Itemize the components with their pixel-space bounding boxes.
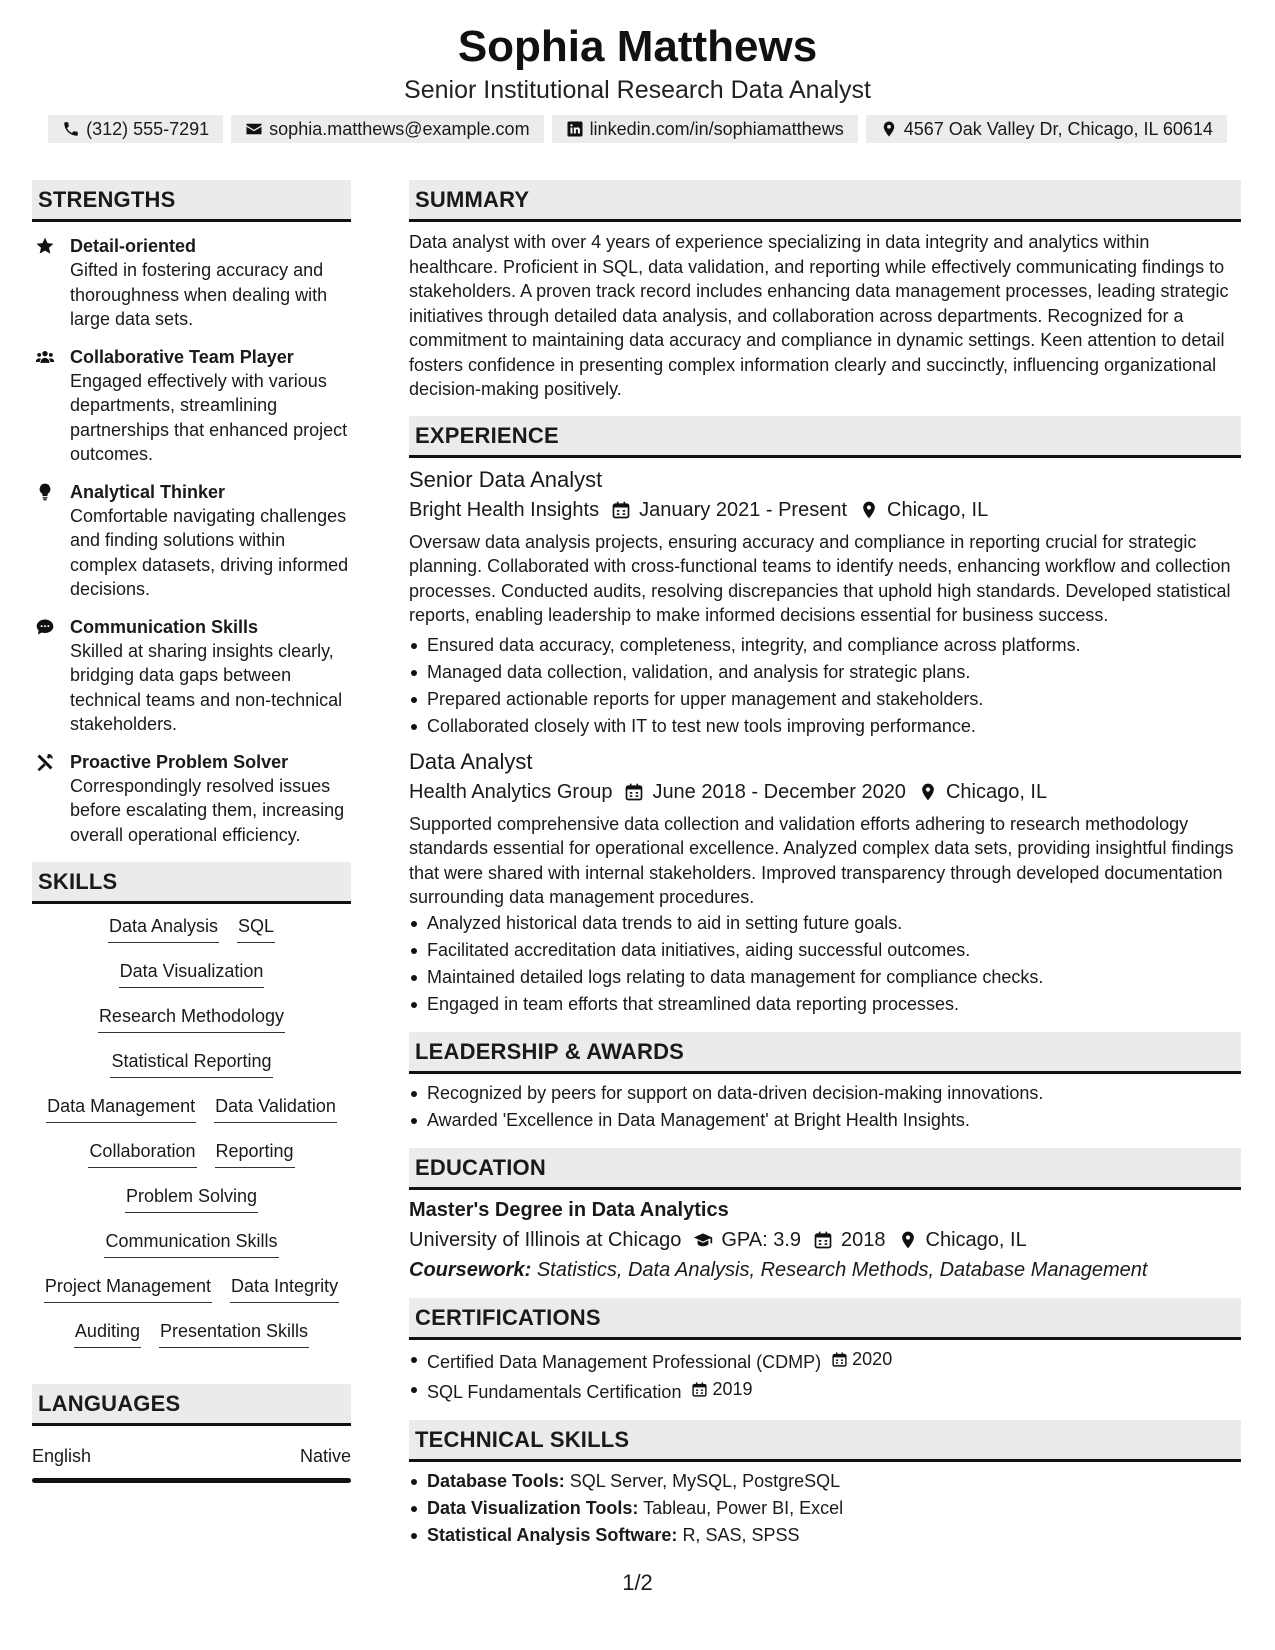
summary-heading: SUMMARY: [409, 180, 1241, 222]
page-number: 1/2: [622, 1570, 653, 1595]
strength-desc: Gifted in fostering accuracy and thoroughness when dealing with large data sets.: [70, 260, 328, 329]
job-entry: [409, 466, 1241, 740]
right-column: [409, 180, 1241, 1549]
education-heading: EDUCATION: [409, 1148, 1241, 1190]
education-meta: [409, 1226, 1241, 1254]
skill-tag: Data Management: [46, 1094, 196, 1123]
contact-email[interactable]: [231, 115, 543, 143]
job-location: Chicago, IL: [887, 498, 989, 521]
job-bullets: [409, 632, 1241, 740]
coursework-text: Statistics, Data Analysis, Research Methods, Database Management: [536, 1258, 1148, 1281]
technical-skill-label: Statistical Analysis Software:: [427, 1524, 678, 1545]
skill-tag: Data Integrity: [230, 1274, 339, 1303]
calendar-icon: [691, 1381, 708, 1398]
skill-tag: Reporting: [215, 1139, 295, 1168]
certification-name: SQL Fundamentals Certification: [427, 1381, 682, 1402]
leadership-heading: LEADERSHIP & AWARDS: [409, 1032, 1241, 1074]
job-description: Oversaw data analysis projects, ensuring accuracy and compliance in reporting crucial for strategic planning. Collaborated with cross-functional teams to identify needs, enhancing workflow and collection processes. Conducted audits, resolving discrepancies that uphold high standards. Developed statistical reports, enabling leadership to make informed decisions essential for business success.: [409, 531, 1231, 625]
school-name: University of Illinois at Chicago: [409, 1228, 682, 1251]
strength-title: Analytical Thinker: [70, 481, 226, 502]
resume-header: [0, 0, 1275, 143]
contact-bar: [0, 115, 1275, 143]
envelope-icon: [245, 120, 263, 138]
skill-tag: Collaboration: [88, 1139, 196, 1168]
company-name: Bright Health Insights: [409, 498, 600, 521]
strength-desc: Correspondingly resolved issues before escalating them, increasing overall operational efficiency.: [70, 775, 345, 845]
skills-list: [32, 914, 351, 1364]
strengths-heading: STRENGTHS: [32, 180, 351, 222]
language-item: [32, 1444, 351, 1468]
job-title: Senior Data Analyst: [409, 466, 603, 492]
skill-tag: Data Analysis: [108, 914, 219, 943]
coursework: [409, 1256, 1241, 1284]
certification-item: [409, 1346, 1241, 1376]
contact-linkedin[interactable]: [552, 115, 858, 143]
education-location: Chicago, IL: [925, 1228, 1027, 1251]
certification-year: 2020: [852, 1348, 893, 1369]
strength-item: [32, 615, 351, 737]
strengths-list: [32, 234, 351, 847]
candidate-title: Senior Institutional Research Data Analyst: [404, 76, 871, 104]
skill-tag: Statistical Reporting: [110, 1049, 272, 1078]
skill-tag: Project Management: [44, 1274, 212, 1303]
lightbulb-icon: [35, 482, 55, 502]
job-location: Chicago, IL: [945, 780, 1048, 803]
coursework-label: Coursework:: [409, 1258, 532, 1281]
skill-tag: Presentation Skills: [159, 1319, 309, 1348]
chat-icon: [35, 617, 55, 637]
certification-name: Certified Data Management Professional (CDMP): [427, 1351, 822, 1372]
tools-icon: [35, 752, 55, 772]
certification-item: [409, 1376, 1241, 1406]
job-meta: [409, 778, 1241, 806]
contact-address: [866, 115, 1227, 143]
technical-skill-value: R, SAS, SPSS: [682, 1524, 800, 1545]
skill-tag: Data Validation: [214, 1094, 337, 1123]
skill-tag: Communication Skills: [104, 1229, 278, 1258]
map-pin-icon: [918, 782, 938, 802]
contact-phone[interactable]: [48, 115, 223, 143]
users-icon: [35, 347, 55, 367]
job-bullet: Facilitated accreditation data initiatives, aiding successful outcomes.: [409, 937, 1241, 964]
skill-tag: SQL: [237, 914, 275, 943]
strength-item: [32, 234, 351, 332]
technical-skill-label: Database Tools:: [427, 1470, 565, 1491]
strength-title: Collaborative Team Player: [70, 346, 294, 367]
technical-skills-list: [409, 1468, 1241, 1549]
leadership-list: [409, 1080, 1241, 1134]
technical-skill-value: Tableau, Power BI, Excel: [643, 1497, 844, 1518]
job-bullet: Collaborated closely with IT to test new tools improving performance.: [409, 713, 1241, 740]
map-pin-icon: [880, 120, 898, 138]
experience-heading: EXPERIENCE: [409, 416, 1241, 458]
technical-skill-item: [409, 1468, 1241, 1495]
graduation-cap-icon: [693, 1230, 713, 1250]
skill-tag: Problem Solving: [125, 1184, 258, 1213]
technical-skills-heading: TECHNICAL SKILLS: [409, 1420, 1241, 1462]
strength-item: [32, 480, 351, 602]
degree-title: Master's Degree in Data Analytics: [409, 1198, 729, 1221]
candidate-name: Sophia Matthews: [457, 22, 818, 71]
skill-tag: Data Visualization: [119, 959, 265, 988]
job-bullet: Analyzed historical data trends to aid in setting future goals.: [409, 910, 1241, 937]
technical-skill-item: [409, 1495, 1241, 1522]
strength-title: Proactive Problem Solver: [70, 751, 289, 772]
job-bullet: Ensured data accuracy, completeness, integrity, and compliance across platforms.: [409, 632, 1241, 659]
strength-item: [32, 750, 351, 848]
job-dates: June 2018 - December 2020: [652, 780, 906, 803]
address-text: 4567 Oak Valley Dr, Chicago, IL 60614: [903, 119, 1213, 139]
certification-year: 2019: [712, 1378, 753, 1399]
job-meta: [409, 496, 1241, 524]
job-bullet: Managed data collection, validation, and analysis for strategic plans.: [409, 659, 1241, 686]
strength-desc: Comfortable navigating challenges and finding solutions within complex datasets, driving informed decisions.: [70, 505, 349, 599]
leadership-item: Recognized by peers for support on data-driven decision-making innovations.: [409, 1080, 1241, 1107]
technical-skill-label: Data Visualization Tools:: [427, 1497, 639, 1518]
job-bullets: [409, 910, 1241, 1018]
certifications-heading: CERTIFICATIONS: [409, 1298, 1241, 1340]
strength-desc: Engaged effectively with various departments, streamlining partnerships that enhanced project outcomes.: [70, 370, 348, 464]
language-name: English: [32, 1446, 92, 1466]
calendar-icon: [624, 782, 644, 802]
leadership-item: Awarded 'Excellence in Data Management' at Bright Health Insights.: [409, 1107, 1241, 1134]
phone-text: (312) 555-7291: [86, 119, 210, 139]
star-icon: [35, 236, 55, 256]
graduation-year: 2018: [841, 1228, 886, 1251]
strength-title: Communication Skills: [70, 616, 259, 637]
technical-skill-value: SQL Server, MySQL, PostgreSQL: [569, 1470, 841, 1491]
skills-heading: SKILLS: [32, 862, 351, 904]
job-title: Data Analyst: [409, 748, 533, 774]
map-pin-icon: [898, 1230, 918, 1250]
strength-item: [32, 345, 351, 467]
linkedin-icon: [566, 120, 584, 138]
calendar-icon: [611, 500, 631, 520]
job-bullet: Maintained detailed logs relating to data management for compliance checks.: [409, 964, 1241, 991]
strength-desc: Skilled at sharing insights clearly, bridging data gaps between technical teams and non-technical stakeholders.: [70, 640, 343, 734]
language-level-bar: [32, 1478, 351, 1483]
summary-text: Data analyst with over 4 years of experience specializing in data integrity and analytics within healthcare. Proficient in SQL, data validation, and reporting while effectively communicating findings to stakeholders. A proven track record includes enhancing data management processes, leading strategic initiatives through detailed data analysis, and collaboration across departments. Recognized for a commitment to maintaining data accuracy and compliance in dynamic settings. Keen attention to detail fosters confidence in presenting complex information clearly and succinctly, influencing organizational decision-making positively.: [409, 232, 1229, 399]
left-column: [32, 180, 351, 1483]
calendar-icon: [813, 1230, 833, 1250]
map-pin-icon: [859, 500, 879, 520]
company-name: Health Analytics Group: [409, 780, 613, 803]
language-level: Native: [299, 1446, 351, 1466]
job-dates: January 2021 - Present: [639, 498, 848, 521]
languages-heading: LANGUAGES: [32, 1384, 351, 1426]
job-description: Supported comprehensive data collection and validation efforts adhering to research methodology standards essential for operational excellence. Analyzed complex data sets, providing insightful findings that were shared with internal stakeholders. Improved transparency through developed documentation surrounding data management procedures.: [409, 813, 1234, 907]
technical-skill-item: [409, 1522, 1241, 1549]
job-bullet: Engaged in team efforts that streamlined data reporting processes.: [409, 991, 1241, 1018]
gpa-text: GPA: 3.9: [721, 1228, 802, 1251]
skill-tag: Auditing: [74, 1319, 141, 1348]
strength-title: Detail-oriented: [70, 236, 197, 256]
certifications-list: [409, 1346, 1241, 1406]
skill-tag: Research Methodology: [98, 1004, 285, 1033]
job-bullet: Prepared actionable reports for upper management and stakeholders.: [409, 686, 1241, 713]
calendar-icon: [831, 1351, 848, 1368]
job-entry: [409, 748, 1241, 1018]
linkedin-text: linkedin.com/in/sophiamatthews: [589, 119, 844, 139]
phone-icon: [62, 120, 80, 138]
email-text: sophia.matthews@example.com: [269, 119, 530, 139]
